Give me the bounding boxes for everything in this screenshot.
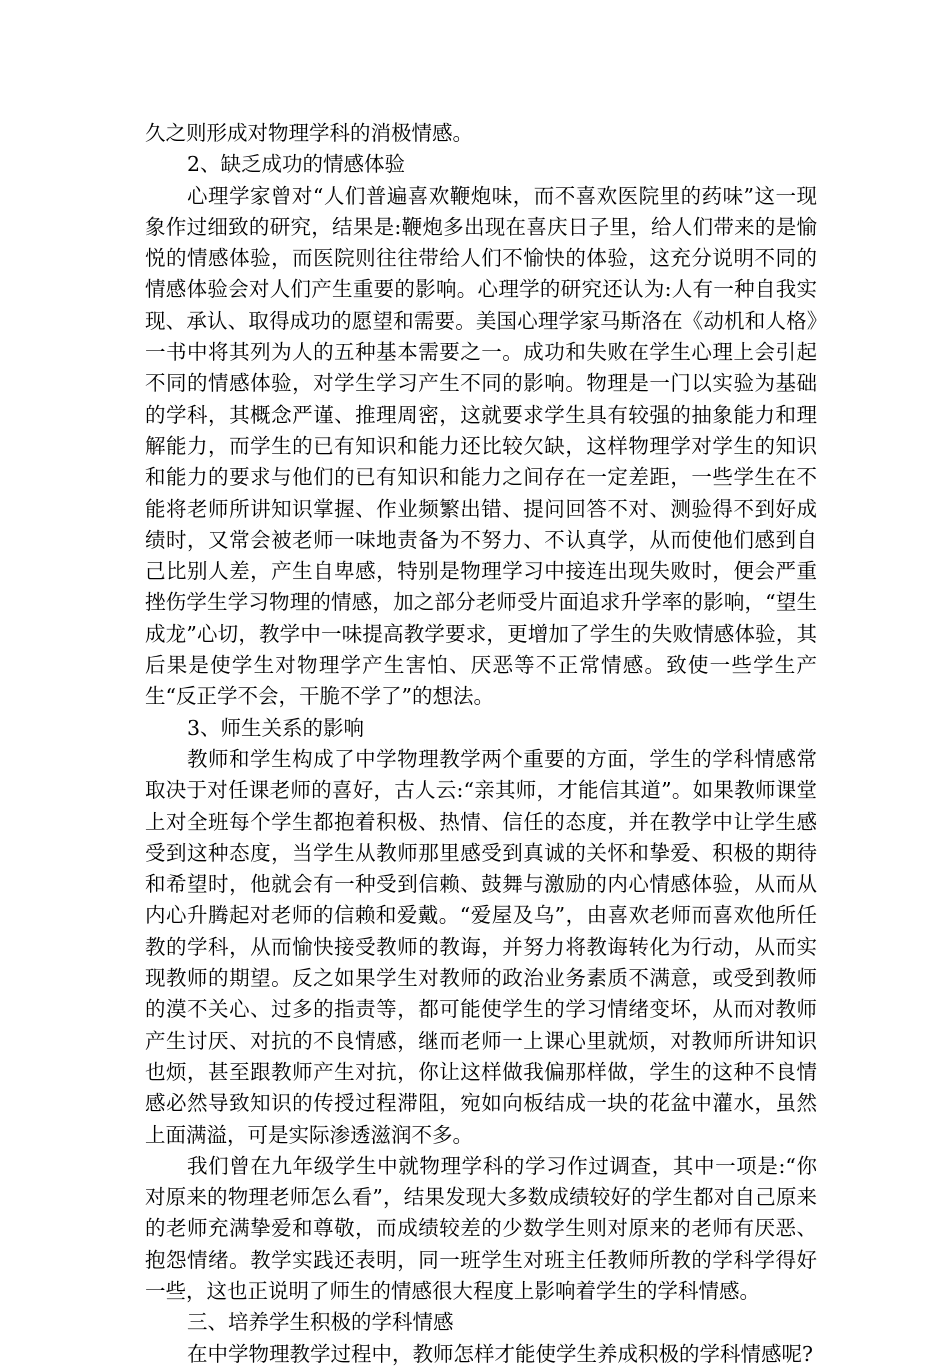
paragraph-success-experience: 心理学家曾对“人们普遍喜欢鞭炮味，而不喜欢医院里的药味”这一现象作过细致的研究，结果是:鞭炮多出现在喜庆日子里，给人们带来的是愉悦的情感体验，而医院则往往带给人们不愉快的体验，这充分说明不同的情感体验会对人们产生重要的影响。心理学的研究还认为:人有一种自我实现、承认、取得成功的愿望和需要。美国心理学家马斯洛在《动机和人格》一书中将其列为人的五种基本需要之一。成功和失败在学生心理上会引起不同的情感体验，对学生学习产生不同的影响。物理是一门以实验为基础的学科，其概念严谨、推理周密，这就要求学生具有较强的抽象能力和理解能力，而学生的已有知识和能力还比较欠缺，这样物理学对学生的知识和能力的要求与他们的已有知识和能力之间存在一定差距，一些学生在不能将老师所讲知识掌握、作业频繁出错、提问回答不对、测验得不到好成绩时，又常会被老师一味地责备为不努力、不认真学，从而使他们感到自己比别人差，产生自卑感，特别是物理学习中接连出现失败时，便会严重挫伤学生学习物理的情感，加之部分老师受片面追求升学率的影响，“望生成龙”心切，教学中一味提高教学要求，更增加了学生的失败情感体验，其后果是使学生对物理学产生害怕、厌恶等不正常情感。致使一些学生产生“反正学不会，干脆不学了”的想法。 (145, 183, 817, 709)
paragraph-survey: 我们曾在九年级学生中就物理学科的学习作过调查，其中一项是:“你对原来的物理老师怎么看”，结果发现大多数成绩较好的学生都对自己原来的老师充满挚爱和尊敬，而成绩较差的少数学生则对原来的老师有厌恶、抱怨情绪。教学实践还表明，同一班学生对班主任教师所教的学科学得好一些，这也正说明了师生的情感很大程度上影响着学生的学科情感。 (145, 1153, 817, 1303)
document-body (145, 118, 817, 1370)
paragraph-continuation: 久之则形成对物理学科的消极情感。 (145, 121, 473, 145)
paragraph-teacher-student-relationship: 教师和学生构成了中学物理教学两个重要的方面，学生的学科情感常取决于对任课老师的喜好，古人云:“亲其师，才能信其道”。如果教师课堂上对全班每个学生都抱着积极、热情、信任的态度，并在教学中让学生感受到这种态度，当学生从教师那里感受到真诚的关怀和挚爱、积极的期待和希望时，他就会有一种受到信赖、鼓舞与激励的内心情感体验，从而从内心升腾起对老师的信赖和爱戴。“爱屋及乌”，由喜欢老师而喜欢他所任教的学科，从而愉快接受教师的教诲，并努力将教诲转化为行动，从而实现教师的期望。反之如果学生对教师的政治业务素质不满意，或受到教师的漠不关心、过多的指责等，都可能使学生的学习情绪变坏，从而对教师产生讨厌、对抗的不良情感，继而老师一上课心里就烦，对教师所讲知识也烦，甚至跟教师产生对抗，你让这样做我偏那样做，学生的这种不良情感必然导致知识的传授过程滞阻，宛如向板结成一块的花盆中灌水，虽然上面满溢，可是实际渗透滋润不多。 (145, 746, 817, 1147)
section-heading-lack-of-success: 2、缺乏成功的情感体验 (187, 152, 406, 177)
paragraph-question: 在中学物理教学过程中，教师怎样才能使学生养成积极的学科情感呢? (187, 1341, 813, 1366)
section-heading-cultivate-emotion: 三、培养学生积极的学科情感 (187, 1310, 454, 1335)
section-heading-teacher-student-relationship: 3、师生关系的影响 (187, 715, 365, 740)
